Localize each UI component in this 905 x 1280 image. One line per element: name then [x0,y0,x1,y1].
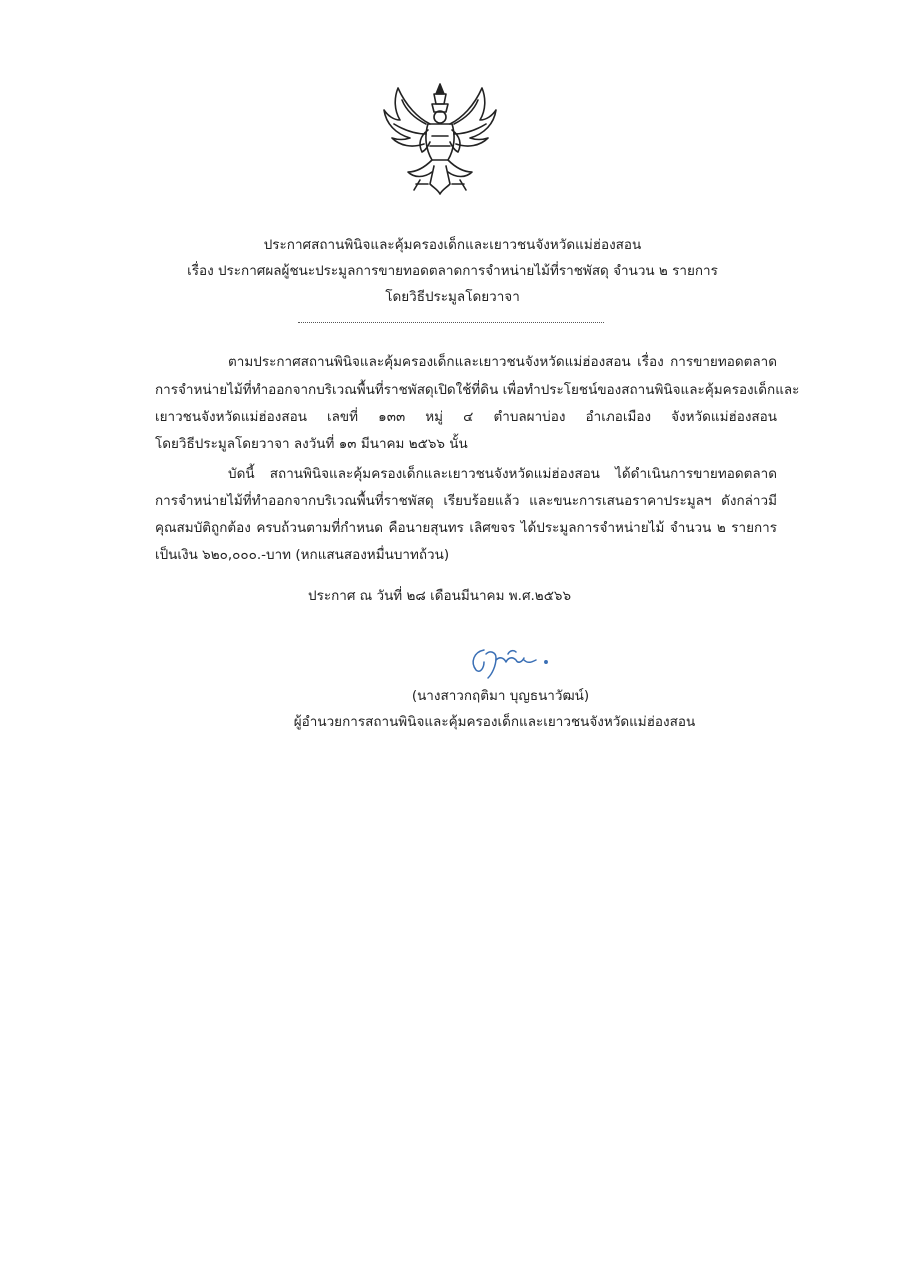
paragraph2-line2: การจำหน่ายไม้ที่ทำออกจากบริเวณพื้นที่ราชพัสดุ เรียบร้อยแล้ว และขนะการเสนอราคาประมูลฯ ดังกล่าวมี [155,493,777,509]
announcement-subject: เรื่อง ประกาศผลผู้ชนะประมูลการขายทอดตลาดการจำหน่ายไม้ที่ราชพัสดุ จำนวน ๒ รายการ [187,263,718,279]
paragraph1-line2: การจำหน่ายไม้ที่ทำออกจากบริเวณพื้นที่ราชพัสดุเปิดใช้ที่ดิน เพื่อทำประโยชน์ของสถานพินิจและคุ้มครองเด็กและ [155,382,800,398]
announcement-method: โดยวิธีประมูลโดยวาจา [385,289,520,305]
announcement-title: ประกาศสถานพินิจและคุ้มครองเด็กและเยาวชนจังหวัดแม่ฮ่องสอน [263,237,642,253]
announce-date: ประกาศ ณ วันที่ ๒๘ เดือนมีนาคม พ.ศ.๒๕๖๖ [308,588,572,604]
handwritten-signature [466,640,561,680]
garuda-emblem-icon [380,80,500,202]
paragraph1-line4: โดยวิธีประมูลโดยวาจา ลงวันที่ ๑๓ มีนาคม ๒๕๖๖ นั้น [155,436,468,452]
signer-name: (นางสาวกฤติมา บุญธนาวัฒน์) [411,688,590,704]
paragraph2-line3: คุณสมบัติถูกต้อง ครบถ้วนตามที่กำหนด คือนายสุนทร เลิศขจร ได้ประมูลการจำหน่ายไม้ จำนวน ๒ รายการ [155,520,777,536]
paragraph2-line4: เป็นเงิน ๖๒๐,๐๐๐.-บาท (หกแสนสองหมื่นบาทถ้วน) [155,547,450,563]
paragraph2-line1: บัดนี้ สถานพินิจและคุ้มครองเด็กและเยาวชนจังหวัดแม่ฮ่องสอน ได้ดำเนินการขายทอดตลาด [228,466,777,482]
signer-position: ผู้อำนวยการสถานพินิจและคุ้มครองเด็กและเยาวชนจังหวัดแม่ฮ่องสอน [293,714,696,730]
paragraph1-line1: ตามประกาศสถานพินิจและคุ้มครองเด็กและเยาวชนจังหวัดแม่ฮ่องสอน เรื่อง การขายทอดตลาด [228,354,777,370]
dotted-divider [298,322,604,323]
paragraph1-line3: เยาวชนจังหวัดแม่ฮ่องสอน เลขที่ ๑๓๓ หมู่ ๔ ตำบลผาบ่อง อำเภอเมือง จังหวัดแม่ฮ่องสอน [155,409,777,425]
